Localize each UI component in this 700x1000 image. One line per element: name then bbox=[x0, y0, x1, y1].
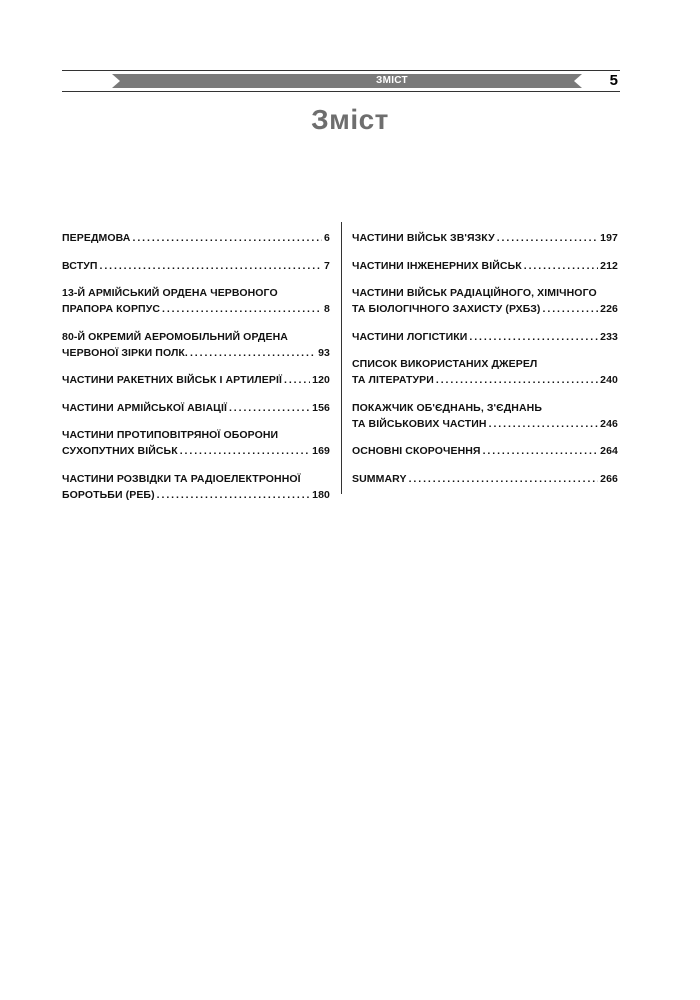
toc-entry-line bbox=[352, 416, 618, 432]
toc-entry-title: ТА ВІЙСЬКОВИХ ЧАСТИН bbox=[352, 417, 487, 430]
toc-page-number: 266 bbox=[600, 472, 618, 485]
dot-leader bbox=[543, 301, 599, 317]
toc-entry-line bbox=[352, 285, 618, 301]
toc-entry[interactable] bbox=[62, 427, 330, 459]
dot-leader bbox=[180, 443, 310, 459]
toc-page-number: 197 bbox=[600, 232, 618, 244]
toc-page-number: 226 bbox=[600, 303, 618, 315]
toc-entry-title: ЧАСТИНИ РАКЕТНИХ ВІЙСЬК І АРТИЛЕРІЇ bbox=[62, 374, 283, 386]
toc-page-number: 212 bbox=[600, 259, 618, 272]
toc-entry-title: ПОКАЖЧИК ОБ'ЄДНАНЬ, З'ЄДНАНЬ bbox=[352, 401, 542, 414]
toc-entry-title: ТА БІОЛОГІЧНОГО ЗАХИСТУ (РХБЗ) bbox=[352, 303, 541, 315]
toc-page-number: 7 bbox=[324, 259, 330, 272]
dot-leader bbox=[284, 372, 310, 388]
toc-page-number: 246 bbox=[600, 417, 618, 430]
toc-entry-line bbox=[62, 427, 330, 443]
toc-entry-title: ПРАПОРА КОРПУС bbox=[62, 303, 161, 315]
running-header bbox=[62, 70, 620, 92]
toc-page-number: 264 bbox=[600, 445, 618, 457]
toc-entry-line bbox=[62, 230, 330, 246]
toc-entry[interactable] bbox=[62, 372, 330, 388]
page-number: 5 bbox=[609, 72, 618, 89]
toc-entry-title: 80-Й ОКРЕМИЙ АЕРОМОБІЛЬНИЙ ОРДЕНА bbox=[62, 330, 288, 343]
toc-entry-title: ЧАСТИНИ РОЗВІДКИ ТА РАДІОЕЛЕКТРОННОЇ bbox=[62, 472, 301, 485]
toc-entry-line bbox=[352, 443, 618, 459]
dot-leader bbox=[100, 258, 323, 274]
toc-entry-line bbox=[352, 471, 618, 487]
toc-entry-title: ЧАСТИНИ ВІЙСЬК РАДІАЦІЙНОГО, ХІМІЧНОГО bbox=[352, 287, 597, 299]
toc-entry-line bbox=[62, 443, 330, 459]
toc-entry-title: ЧЕРВОНОЇ ЗІРКИ ПОЛК. bbox=[62, 346, 188, 359]
toc-entry-title: ОСНОВНІ СКОРОЧЕННЯ bbox=[352, 445, 481, 457]
toc-entry[interactable] bbox=[62, 471, 330, 503]
dot-leader bbox=[162, 301, 322, 317]
toc-page-number: 156 bbox=[312, 401, 330, 414]
toc-entry[interactable] bbox=[352, 329, 618, 345]
toc-entry-title: ЧАСТИНИ ВІЙСЬК ЗВ'ЯЗКУ bbox=[352, 232, 495, 244]
toc-entry-line bbox=[352, 258, 618, 274]
toc-page-number: 120 bbox=[312, 374, 330, 386]
toc-page-number: 233 bbox=[600, 330, 618, 343]
toc-entry-line bbox=[352, 230, 618, 246]
toc-entry-line bbox=[352, 356, 618, 372]
toc-page-number: 180 bbox=[312, 488, 330, 501]
toc-entry-line bbox=[62, 258, 330, 274]
toc-entry-title: ЧАСТИНИ ІНЖЕНЕРНИХ ВІЙСЬК bbox=[352, 259, 522, 272]
toc-entry-title: ЧАСТИНИ ПРОТИПОВІТРЯНОЇ ОБОРОНИ bbox=[62, 429, 279, 441]
toc-page-number: 93 bbox=[318, 346, 330, 359]
dot-leader bbox=[524, 258, 598, 274]
toc-entry[interactable] bbox=[62, 285, 330, 317]
toc-entry[interactable] bbox=[352, 258, 618, 274]
page-title: Зміст bbox=[311, 104, 389, 135]
toc-entry-line bbox=[352, 400, 618, 416]
toc-entry[interactable] bbox=[62, 230, 330, 246]
toc-entry-line bbox=[352, 372, 618, 388]
toc-entry[interactable] bbox=[352, 471, 618, 487]
dot-leader bbox=[469, 329, 598, 345]
toc-page-number: 8 bbox=[324, 303, 330, 315]
toc-entry-title: ПЕРЕДМОВА bbox=[62, 232, 131, 244]
dot-leader bbox=[497, 230, 598, 246]
toc-entry[interactable] bbox=[352, 400, 618, 432]
toc-entry-title: СПИСОК ВИКОРИСТАНИХ ДЖЕРЕЛ bbox=[352, 358, 538, 370]
header-top-rule bbox=[62, 70, 620, 71]
toc-right-column bbox=[352, 230, 618, 498]
toc-entry-line bbox=[62, 345, 330, 361]
toc-entry[interactable] bbox=[62, 329, 330, 361]
toc-left-column bbox=[62, 230, 330, 514]
toc-entry[interactable] bbox=[352, 285, 618, 317]
toc-entry-title: ВСТУП bbox=[62, 259, 98, 272]
toc-entry-line bbox=[352, 301, 618, 317]
toc-entry[interactable] bbox=[352, 443, 618, 459]
toc-entry[interactable] bbox=[62, 400, 330, 416]
header-bottom-rule bbox=[62, 91, 620, 92]
column-divider bbox=[341, 222, 342, 494]
toc-entry-title: 13-Й АРМІЙСЬКИЙ ОРДЕНА ЧЕРВОНОГО bbox=[62, 287, 278, 299]
toc-entry-line bbox=[62, 329, 330, 345]
header-section-label: ЗМІСТ bbox=[376, 75, 408, 86]
dot-leader bbox=[436, 372, 598, 388]
toc-entry[interactable] bbox=[352, 356, 618, 388]
dot-leader bbox=[483, 443, 599, 459]
toc-entry-title: SUMMARY bbox=[352, 472, 407, 485]
dot-leader bbox=[409, 471, 599, 487]
toc-entry-title: ЧАСТИНИ ЛОГІСТИКИ bbox=[352, 330, 468, 343]
dot-leader bbox=[190, 345, 316, 361]
toc-entry-line bbox=[62, 471, 330, 487]
toc-page-number: 240 bbox=[600, 374, 618, 386]
toc-entry-title: ЧАСТИНИ АРМІЙСЬКОЇ АВІАЦІЇ bbox=[62, 401, 227, 414]
dot-leader bbox=[133, 230, 323, 246]
toc-entry-title: ТА ЛІТЕРАТУРИ bbox=[352, 374, 434, 386]
toc-entry-line bbox=[62, 285, 330, 301]
toc-entry-line bbox=[62, 372, 330, 388]
toc-entry-line bbox=[62, 487, 330, 503]
toc-entry[interactable] bbox=[62, 258, 330, 274]
toc-entry-line bbox=[352, 329, 618, 345]
toc-entry-line bbox=[62, 301, 330, 317]
dot-leader bbox=[229, 400, 310, 416]
dot-leader bbox=[489, 416, 599, 432]
toc-page-number: 169 bbox=[312, 445, 330, 457]
toc-entry-line bbox=[62, 400, 330, 416]
toc-entry[interactable] bbox=[352, 230, 618, 246]
toc-entry-title: БОРОТЬБИ (РЕБ) bbox=[62, 488, 155, 501]
dot-leader bbox=[157, 487, 311, 503]
toc-page-number: 6 bbox=[324, 232, 330, 244]
toc-entry-title: СУХОПУТНИХ ВІЙСЬК bbox=[62, 445, 178, 457]
